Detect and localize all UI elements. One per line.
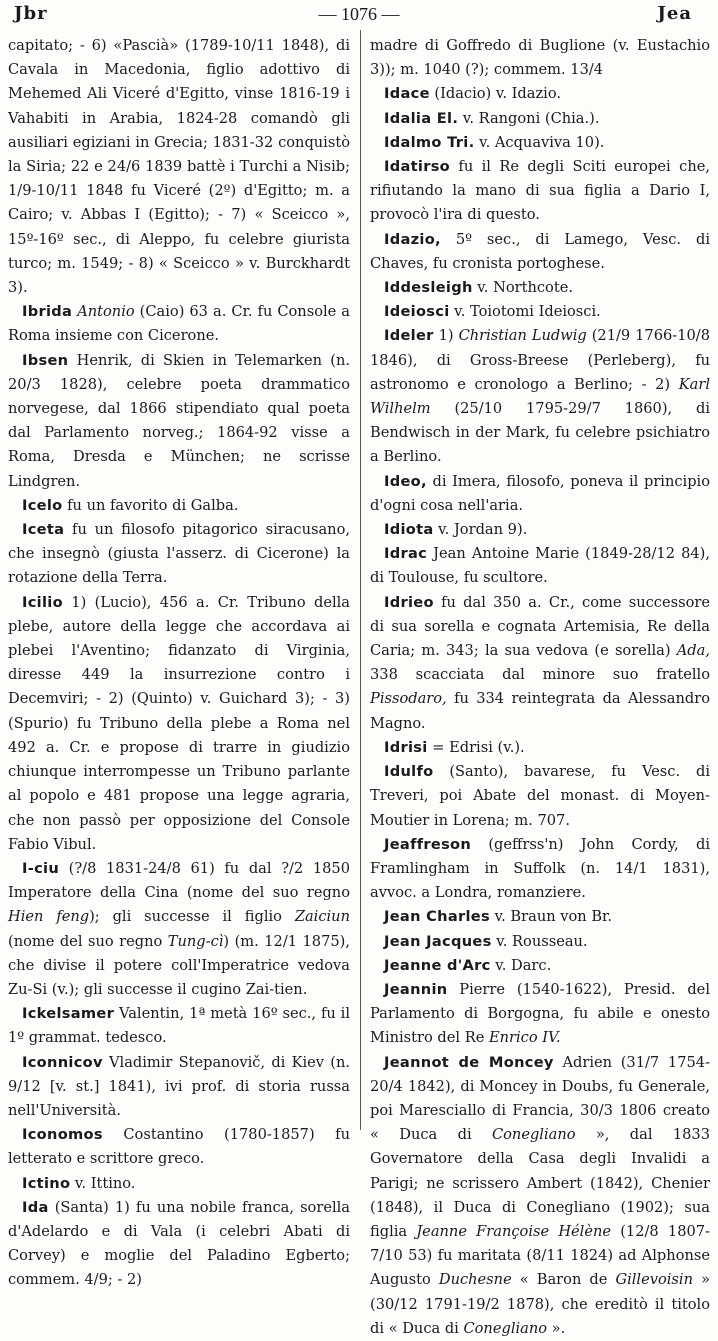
entry-text: (21/9 1766-10/8 1846), di Gross-Breese (Perleberg), fu astronomo e cronologo a Berlino; - 2): [370, 327, 710, 393]
entry-text: Valentin, 1ª metà 16º sec., fu il 1º grammat. tedesco.: [8, 1005, 350, 1047]
dictionary-entry: [370, 228, 710, 276]
italic-name: Enrico IV.: [488, 1029, 561, 1047]
entry-text: (12/8 1807-7/10 53) fu maritata (8/11 1824) ad Alphonse Augusto: [370, 1222, 710, 1289]
dictionary-entry: [370, 155, 710, 228]
dictionary-entry: [8, 857, 350, 1002]
entry-headword: Idrieo: [384, 593, 434, 611]
right-column: [370, 34, 711, 1337]
entry-text: madre di Goffredo di Buglione (v. Eustachio 3)); m. 1040 (?); commem. 13/4: [370, 37, 710, 79]
header-right-guide-word: Jea: [657, 3, 692, 24]
dictionary-entry: [370, 736, 710, 760]
entry-headword: Jeannin: [384, 980, 448, 998]
entry-headword: Idiota: [384, 521, 434, 539]
entry-text: v. Toiotomi Ideiosci.: [449, 303, 601, 321]
entry-text: (Caio) 63 a. Cr. fu Console a Roma insieme con Cicerone.: [8, 303, 351, 345]
dictionary-entry: [370, 1051, 710, 1341]
entry-text: » (30/12 1791-19/2 1878), che ereditò il titolo di « Duca di: [370, 1271, 710, 1337]
entry-text: 338 scacciata dal minore suo fratello: [370, 666, 710, 684]
entry-headword: Icelo: [22, 496, 63, 514]
italic-name: Conegliano: [463, 1319, 548, 1337]
entry-text: fu un favorito di Galba.: [62, 496, 239, 514]
dictionary-entry: [370, 760, 710, 833]
dictionary-entry: [8, 1172, 350, 1196]
entry-headword: Ideiosci: [384, 303, 450, 321]
entry-text: Pierre (1540-1622), Presid. del Parlamento di Borgogna, fu abile e onesto Ministro del Re: [370, 980, 710, 1047]
entry-headword: Iceta: [22, 521, 65, 539]
entry-headword: Jean Jacques: [384, 932, 492, 950]
left-column: [8, 34, 351, 1289]
header-left-guide-word: Jbr: [14, 3, 48, 24]
entry-headword: Idalia El.: [384, 109, 459, 127]
entry-headword: Idulfo: [384, 763, 434, 781]
dictionary-entry: [370, 470, 710, 518]
entry-text: v. Ittino.: [70, 1174, 136, 1192]
entry-text: Costantino (1780-1857) fu letterato e scrittore greco.: [8, 1126, 350, 1168]
entry-text: « Baron de: [511, 1271, 616, 1289]
entry-headword: Ickelsamer: [22, 1005, 115, 1023]
entry-headword: Jeaffreson: [384, 835, 472, 853]
dictionary-entry: [370, 300, 710, 324]
dictionary-entry: [8, 349, 350, 494]
italic-name: Pissodaro,: [370, 690, 447, 708]
entry-headword: Ibsen: [22, 351, 69, 369]
entry-headword: Icilio: [22, 593, 63, 611]
dictionary-entry: [370, 324, 710, 469]
entry-text: », dal 1833 Governatore della Casa degli Invalidi a Parigi; ne scrissero Ambert (1842), Chenier (1848), il Duca di Conegliano (1902); sua figlia: [370, 1126, 710, 1240]
entry-headword: Ideler: [384, 327, 434, 345]
dictionary-entry: [8, 518, 350, 591]
italic-name: Gillevoisin: [615, 1271, 693, 1289]
entry-headword: Ida: [22, 1198, 49, 1216]
entry-headword: Idrac: [384, 545, 428, 563]
entry-headword: Jean Charles: [384, 908, 490, 926]
italic-name: Conegliano: [491, 1126, 576, 1144]
entry-text: v. Rousseau.: [491, 932, 588, 950]
dictionary-entry: [8, 1196, 350, 1293]
entry-text: Adrien (31/7 1754-20/4 1842), di Moncey in Doubs, fu Generale, poi Maresciallo di Francia, 30/3 1806 creato « Duca di: [370, 1053, 711, 1144]
entry-headword: Idazio,: [384, 230, 441, 248]
entry-text: v. Braun von Br.: [489, 908, 613, 926]
entry-text: di Imera, filosofo, poneva il principio d'ogni cosa nell'aria.: [370, 472, 710, 514]
page-header: [0, 0, 718, 30]
dictionary-entry: [370, 276, 710, 300]
dictionary-entry: [370, 107, 710, 131]
entry-text: ».: [547, 1319, 566, 1337]
italic-name: Hien feng: [8, 908, 90, 926]
entry-headword: Idalmo Tri.: [384, 133, 475, 151]
entry-headword: Ibrida: [22, 303, 73, 321]
entry-text: Henrik, di Skien in Telemarken (n. 20/3 1828), celebre poeta drammatico norvegese, dal 1866 stipendiato qual poeta dal Parlamento norveg.; 1864-92 visse a Roma, Dresda e München; ne scrisse Lindgren.: [8, 351, 350, 490]
entry-text: 1) (Lucio), 456 a. Cr. Tribuno della plebe, autore della legge che accordava ai plebei l'Aventino; fidanzato di Virginia, diresse 449 la insurrezione contro i Decemviri; - 2) (Quinto) v. Guichard 3); - 3) (Spurio) fu Tribuno della plebe a Roma nel 492 a. Cr. e propose di trarre in giudizio chiunque interrompesse un Tribuno parlante al popolo e 481 propose una legge agraria, che non passò per opposizione del Console Fabio Vibul.: [8, 593, 350, 853]
column-divider: [360, 30, 361, 1130]
entry-text: v. Darc.: [490, 956, 552, 974]
dictionary-entry: [8, 34, 350, 300]
entry-text: Vladimir Stepanovič, di Kiev (n. 9/12 [v. st.] 1841), ivi prof. di storia russa nell'Università.: [8, 1053, 350, 1119]
entry-text: v. Rangoni (Chia.).: [458, 109, 600, 127]
italic-name: Karl Wilhelm: [370, 375, 710, 418]
entry-text: (?/8 1831-24/8 61) fu dal ?/2 1850 Imperatore della Cina (nome del suo regno: [8, 859, 350, 902]
dictionary-entry: [370, 542, 710, 590]
dictionary-entry: [370, 82, 710, 106]
entry-text: capitato; - 6) «Pascià» (1789-10/11 1848), di Cavala in Macedonia, figlio adottivo di Mehemed Ali Viceré d'Egitto, vinse 1816-19 i Vahabiti in Arabia, 1824-28 comandò gli ausiliari egiziani in Grecia; 1831-32 conquistò la Siria; 22 e 24/6 1839 battè i Turchi a Nisib; 1/9-10/11 1848 fu Viceré (2º) d'Egitto; m. a Cairo; v. Abbas I (Egitto); - 7) « Sceicco », 15º-16º sec., di Aleppo, fu celebre giurista turco; m. 1549; - 8) « Sceicco » v. Burckhardt 3).: [8, 37, 350, 297]
dictionary-entry: [8, 1051, 350, 1124]
entry-text: fu 334 reintegrata da Alessandro Magno.: [370, 690, 710, 732]
entry-text: (Idacio) v. Idazio.: [429, 85, 562, 103]
entry-text: ) (m. 12/1 1875), che divise il potere coll'Imperatrice vedova Zu-Si (v.); gli successe il cugino Zai-tien.: [8, 932, 350, 998]
entry-headword: I-ciu: [22, 859, 60, 877]
entry-text: (25/10 1795-29/7 1860), di Bendwisch in der Mark, fu celebre psichiatro a Berlino.: [370, 400, 710, 466]
italic-name: Ada,: [676, 642, 710, 660]
entry-text: (Santo), bavarese, fu Vesc. di Treveri, poi Abate del monast. di Moyen-Moutier in Lorena; m. 707.: [370, 763, 710, 829]
dictionary-entry: [8, 300, 350, 348]
dictionary-entry: [8, 1002, 350, 1050]
page-number: — 1076 —: [318, 4, 400, 24]
italic-name: Jeanne Françoise Hélène: [416, 1222, 612, 1240]
entry-headword: Idrisi: [384, 738, 428, 756]
dictionary-entry: [8, 494, 350, 518]
entry-text: 1): [433, 327, 459, 345]
entry-text: = Edrisi (v.).: [427, 738, 525, 756]
entry-headword: Idatirso: [384, 158, 451, 176]
dictionary-entry: [370, 978, 710, 1051]
dictionary-entry: [370, 930, 710, 954]
entry-headword: Ictino: [22, 1174, 71, 1192]
dictionary-entry: [370, 591, 710, 736]
entry-text: v. Acquaviva 10).: [474, 133, 605, 151]
entry-text: fu dal 350 a. Cr., come successore di sua sorella e cognata Artemisia, Re della Caria; m. 343; la sua vedova (e sorella): [370, 593, 710, 660]
dictionary-entry: [370, 833, 710, 906]
entry-text: v. Jordan 9).: [433, 521, 528, 539]
entry-headword: Ideo,: [384, 472, 427, 490]
entry-text: v. Northcote.: [472, 279, 573, 297]
italic-name: Tung-cì: [167, 932, 224, 950]
entry-text: (geffrss'n) John Cordy, di Framlingham in Suffolk (n. 14/1 1831), avvoc. a Londra, romanziere.: [370, 835, 710, 902]
italic-name: Zaiciun: [294, 908, 350, 926]
dictionary-entry: [370, 954, 710, 978]
entry-headword: Iconnicov: [22, 1053, 103, 1071]
entry-headword: Iddesleigh: [384, 279, 473, 297]
entry-text: fu un filosofo pitagorico siracusano, che insegnò (giusta l'asserz. di Cicerone) la rotazione della Terra.: [8, 521, 350, 587]
entry-text: (Santa) 1) fu una nobile franca, sorella d'Adelardo e di Vala (i celebri Abati di Corvey) e moglie del Paladino Egberto; commem. 4/9; - 2): [8, 1198, 350, 1289]
entry-text: ); gli successe il figlio: [89, 908, 295, 926]
italic-name: Antonio: [77, 303, 135, 321]
dictionary-entry: [370, 131, 710, 155]
entry-text: fu il Re degli Sciti europei che, rifiutando la mano di sua figlia a Dario I, provocò l'ira di questo.: [370, 158, 710, 224]
dictionary-entry: [370, 34, 710, 82]
entry-headword: Iconomos: [22, 1126, 103, 1144]
entry-text: 5º sec., di Lamego, Vesc. di Chaves, fu cronista portoghese.: [370, 230, 710, 272]
dictionary-entry: [370, 905, 710, 929]
entry-text: (nome del suo regno: [8, 932, 168, 950]
entry-headword: Jeannot de Moncey: [384, 1053, 554, 1071]
dictionary-entry: [8, 591, 350, 857]
dictionary-entry: [370, 518, 710, 542]
entry-headword: Jeanne d'Arc: [384, 956, 491, 974]
italic-name: Duchesne: [438, 1271, 512, 1289]
dictionary-entry: [8, 1123, 350, 1171]
entry-headword: Idace: [384, 85, 430, 103]
entry-text: Jean Antoine Marie (1849-28/12 84), di Toulouse, fu scultore.: [370, 545, 710, 587]
italic-name: Christian Ludwig: [458, 327, 587, 345]
